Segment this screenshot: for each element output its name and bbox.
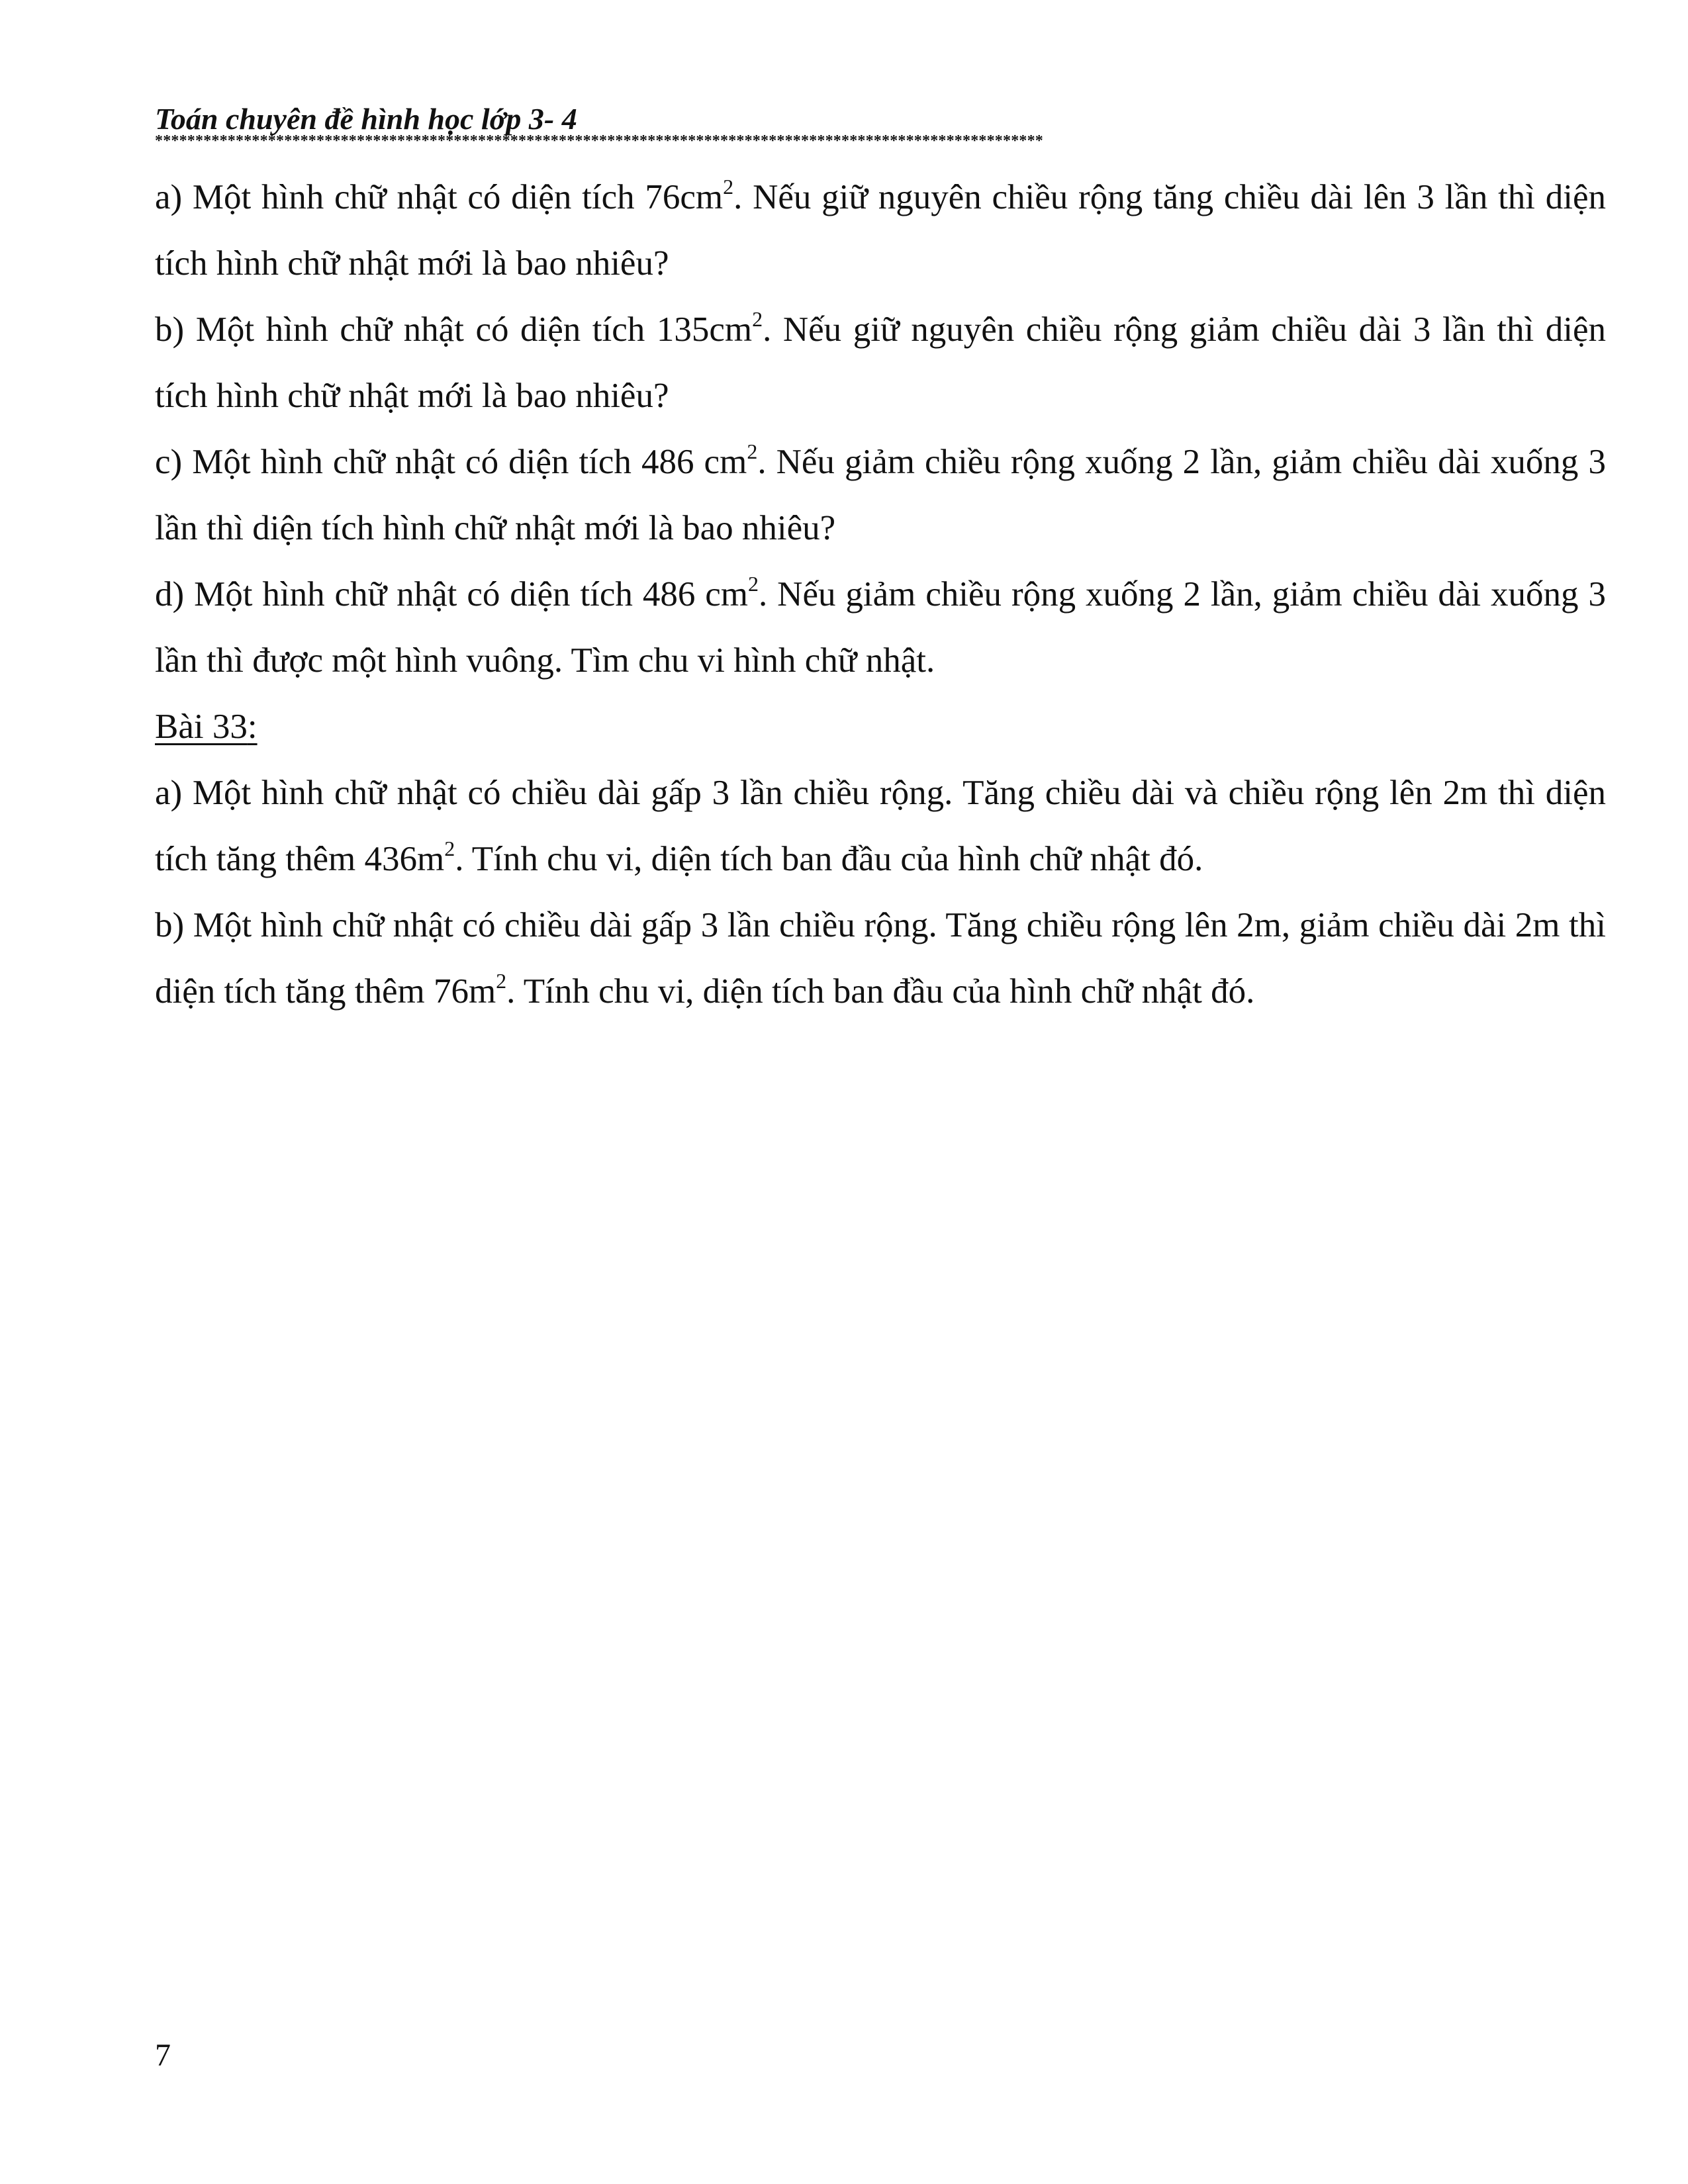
superscript: 2 [747,439,758,463]
superscript: 2 [444,837,455,860]
problem-c [155,429,1606,561]
bai-33-problem-a [155,760,1606,892]
header-asterisk-divider: ************************************************************************************************************** [155,132,1043,150]
problem-c-text: c) Một hình chữ nhật có diện tích 486 cm [155,443,747,481]
page-number: 7 [155,2038,171,2073]
superscript: 2 [723,175,734,199]
bai-33-problem-b-text: b) Một hình chữ nhật có chiều dài gấp 3 lần chiều rộng. Tăng chiều rộng lên 2m, giảm chiều dài 2m thì diện tích tăng thêm 76m [155,906,1606,1011]
problem-b-text-cont: . Nếu giữ nguyên chiều rộng giảm chiều dài 3 lần thì diện tích hình chữ nhật mới là bao nhiêu? [155,310,1606,415]
document-body [155,164,1606,1024]
bai-33-problem-b-text-cont: . Tính chu vi, diện tích ban đầu của hình chữ nhật đó. [506,972,1255,1011]
problem-a-text: a) Một hình chữ nhật có diện tích 76cm [155,178,724,216]
section-heading-colon: : [247,707,258,746]
superscript: 2 [748,572,759,596]
superscript: 2 [752,307,763,331]
bai-33-problem-b [155,892,1606,1024]
problem-d [155,561,1606,694]
problem-b-text: b) Một hình chữ nhật có diện tích 135cm [155,310,753,349]
bai-33-problem-a-text: a) Một hình chữ nhật có chiều dài gấp 3 lần chiều rộng. Tăng chiều dài và chiều rộng lên 2m thì diện tích tăng thêm 436m [155,774,1606,878]
section-heading-bai-33 [155,694,1606,760]
superscript: 2 [496,969,507,993]
problem-d-text: d) Một hình chữ nhật có diện tích 486 cm [155,575,748,614]
problem-a [155,164,1606,296]
bai-33-problem-a-text-cont: . Tính chu vi, diện tích ban đầu của hình chữ nhật đó. [455,840,1203,878]
problem-c-text-cont: . Nếu giảm chiều rộng xuống 2 lần, giảm chiều dài xuống 3 lần thì diện tích hình chữ nhật mới là bao nhiêu? [155,443,1606,547]
problem-a-text-cont: . Nếu giữ nguyên chiều rộng tăng chiều dài lên 3 lần thì diện tích hình chữ nhật mới là bao nhiêu? [155,178,1606,283]
section-heading-text: Bài 33 [155,707,248,746]
problem-b [155,296,1606,429]
document-header-title: Toán chuyên đề hình học lớp 3- 4 [155,102,577,136]
problem-d-text-cont: . Nếu giảm chiều rộng xuống 2 lần, giảm chiều dài xuống 3 lần thì được một hình vuông. Tìm chu vi hình chữ nhật. [155,575,1606,680]
